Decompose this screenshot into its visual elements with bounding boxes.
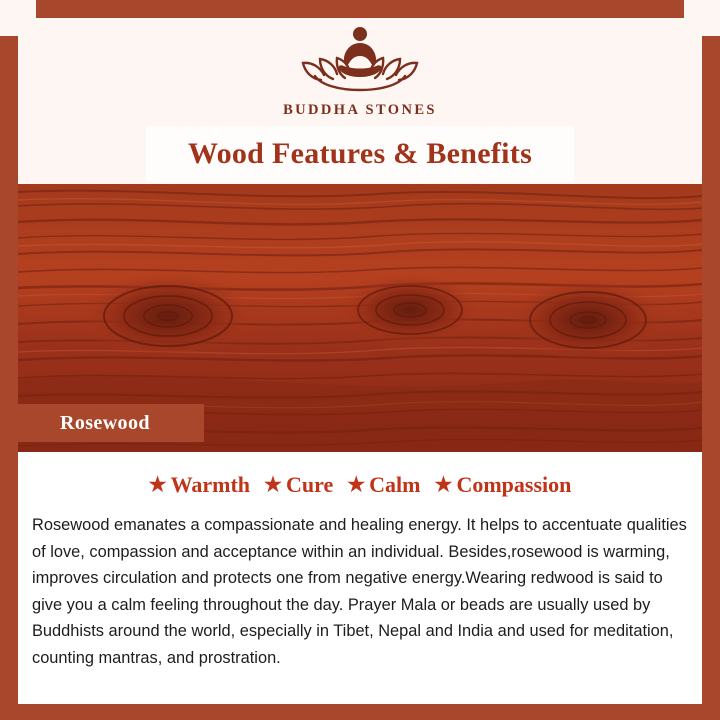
frame-border-top [0,0,720,18]
keyword-label: Compassion [456,472,572,497]
title-band [146,126,574,182]
keyword-label: Calm [369,472,421,497]
keyword-label: Cure [285,472,334,497]
keyword-list [18,452,702,498]
brand-name: BUDDHA STONES [283,102,437,118]
brand-logo [0,22,720,119]
lotus-meditation-icon [275,22,445,98]
keyword-item-warmth [149,472,250,498]
keyword-item-compassion [435,472,572,498]
wood-name-badge [18,404,204,442]
keyword-label: Warmth [170,472,251,497]
star-icon: ★ [148,474,167,496]
keyword-item-cure [264,472,333,498]
description-paragraph: Rosewood emanates a compassionate and healing energy. It helps to accentuate qualities of love, compassion and acceptance within an individual. Besides,rosewood is warming, improves circulation and protects one from negative energy.Wearing redwood is said to give you a calm feeling throughout the day. Prayer Mala or beads are usually used by Buddhists around the world, especially in Tibet, Nepal and India and used for meditation, counting mantras, and prostration. [32,516,687,667]
keyword-item-calm [347,472,420,498]
frame-border-bottom [0,704,720,720]
body-panel [18,452,702,702]
star-icon: ★ [434,474,453,496]
star-icon: ★ [347,474,366,496]
wood-name-text: Rosewood [60,411,150,434]
page-title: Wood Features & Benefits [187,137,533,170]
star-icon: ★ [264,474,282,496]
